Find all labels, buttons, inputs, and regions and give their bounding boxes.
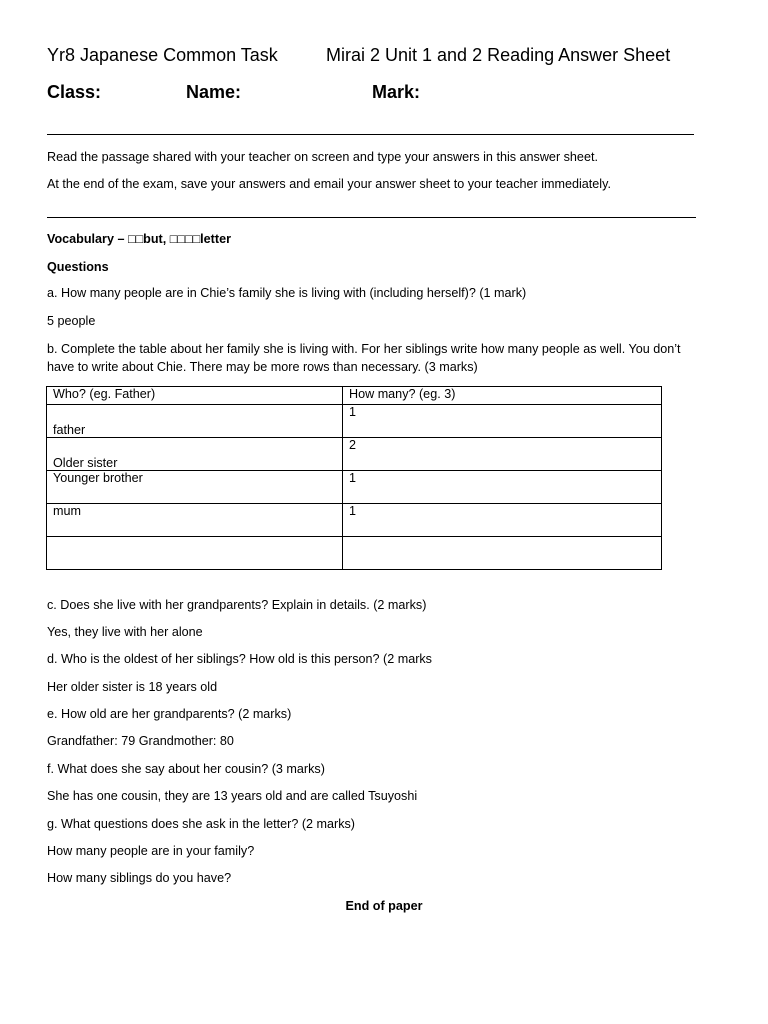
table-row <box>47 405 662 438</box>
count-value: 2 <box>349 438 357 452</box>
count-value: 1 <box>349 405 357 419</box>
answer-g-2[interactable]: How many siblings do you have? <box>47 871 232 885</box>
table-row <box>47 471 662 504</box>
family-table <box>46 386 662 570</box>
name-label: Name: <box>186 82 242 102</box>
instruction-1: Read the passage shared with your teacher on screen and type your answers in this answer sheet. <box>47 150 598 164</box>
table-row <box>47 537 662 570</box>
question-d: d. Who is the oldest of her siblings? How old is this person? (2 marks <box>47 652 432 666</box>
vocabulary-line: Vocabulary – □□but, □□□□letter <box>47 232 231 246</box>
who-cell[interactable] <box>47 405 343 438</box>
divider-bottom <box>47 217 696 218</box>
answer-g-1[interactable]: How many people are in your family? <box>47 844 255 858</box>
answer-e[interactable]: Grandfather: 79 Grandmother: 80 <box>47 734 234 748</box>
who-value: Older sister <box>53 456 118 470</box>
answer-a[interactable]: 5 people <box>47 314 96 328</box>
count-cell[interactable] <box>343 471 662 504</box>
header-who-cell: Who? (eg. Father) <box>47 387 343 405</box>
who-cell[interactable] <box>47 471 343 504</box>
table-header-row <box>47 387 662 405</box>
mark-label: Mark: <box>372 82 421 102</box>
sheet-title: Mirai 2 Unit 1 and 2 Reading Answer Sheet <box>326 45 671 65</box>
count-cell[interactable] <box>343 438 662 471</box>
table-row <box>47 438 662 471</box>
task-title: Yr8 Japanese Common Task <box>47 45 278 65</box>
count-value: 1 <box>349 504 357 518</box>
header-count-cell: How many? (eg. 3) <box>343 387 662 405</box>
divider-top <box>47 134 694 135</box>
instruction-2: At the end of the exam, save your answers and email your answer sheet to your teacher immediately. <box>47 177 611 191</box>
count-cell[interactable] <box>343 504 662 537</box>
question-g: g. What questions does she ask in the letter? (2 marks) <box>47 817 355 831</box>
question-b-line1: b. Complete the table about her family she is living with. For her siblings write how many people as well. You don’t <box>47 342 681 356</box>
who-cell[interactable] <box>47 537 343 570</box>
question-b-line2: have to write about Chie. There may be more rows than necessary. (3 marks) <box>47 360 478 374</box>
answer-f[interactable]: She has one cousin, they are 13 years old and are called Tsuyoshi <box>47 789 418 803</box>
who-cell[interactable] <box>47 438 343 471</box>
count-value: 1 <box>349 471 357 485</box>
who-cell[interactable] <box>47 504 343 537</box>
who-value: Younger brother <box>53 471 143 485</box>
class-label: Class: <box>47 82 102 102</box>
who-value: father <box>53 423 86 437</box>
answer-c[interactable]: Yes, they live with her alone <box>47 625 203 639</box>
question-e: e. How old are her grandparents? (2 marks) <box>47 707 292 721</box>
question-f: f. What does she say about her cousin? (3 marks) <box>47 762 325 776</box>
count-cell[interactable] <box>343 537 662 570</box>
questions-heading: Questions <box>47 260 109 274</box>
who-value: mum <box>53 504 81 518</box>
answer-d[interactable]: Her older sister is 18 years old <box>47 680 218 694</box>
question-c: c. Does she live with her grandparents? Explain in details. (2 marks) <box>47 598 427 612</box>
question-a: a. How many people are in Chie’s family she is living with (including herself)? (1 mark) <box>47 286 527 300</box>
count-cell[interactable] <box>343 405 662 438</box>
end-of-paper: End of paper <box>345 899 423 913</box>
table-row <box>47 504 662 537</box>
